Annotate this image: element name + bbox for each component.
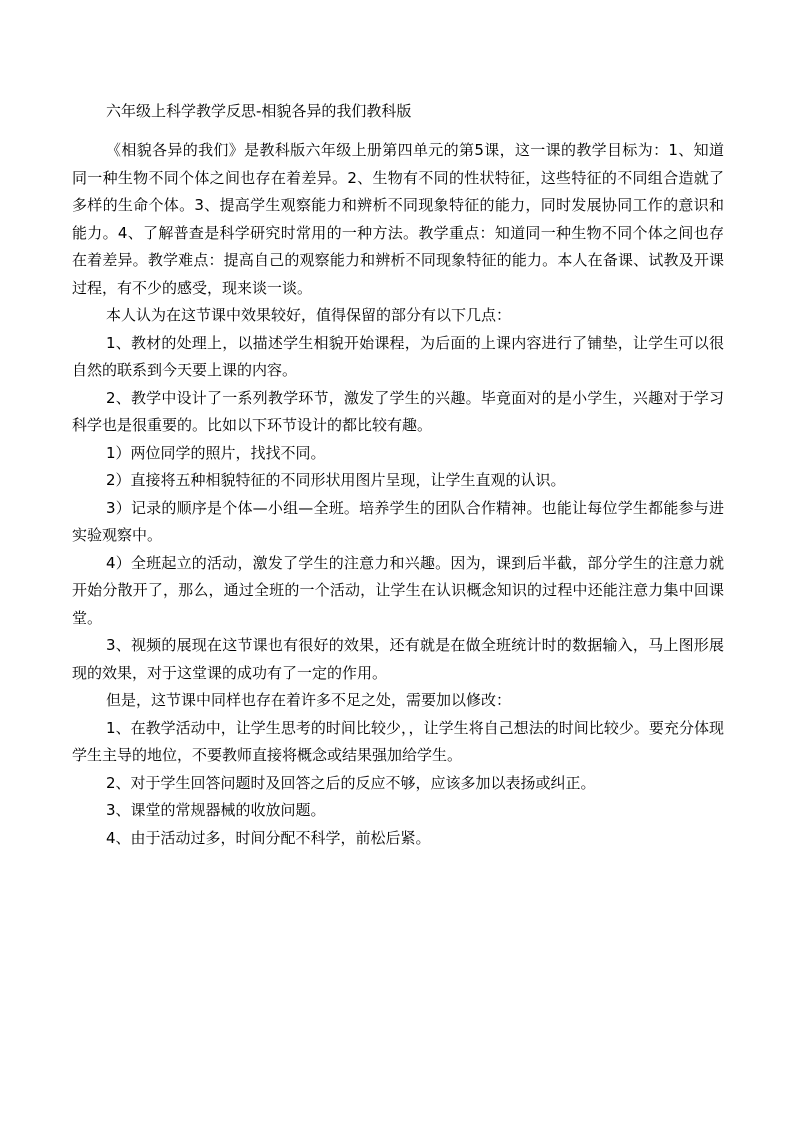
- paragraph-weakness-4: 4、由于活动过多，时间分配不科学，前松后紧。: [106, 828, 431, 847]
- document-title: 六年级上科学教学反思-相貌各异的我们教科版: [106, 102, 412, 120]
- paragraph-weakness-3: 3、课堂的常规器械的收放问题。: [106, 801, 326, 819]
- paragraph-weakness-2: 2、对于学生回答问题时及回答之后的反应不够，应该多加以表扬或纠正。: [106, 773, 596, 792]
- paragraph-weakness-1: 1、在教学活动中，让学生思考的时间比较少，，让学生将自己想法的时间比较少。要充分体现学生主导的地位，不要教师直接将概念或结果强加给学生。: [72, 718, 724, 764]
- paragraph-sub-item-2: 2）直接将五种相貌特征的不同形状用图片呈现，让学生直观的认识。: [106, 471, 566, 489]
- paragraph-sub-item-3: 3）记录的顺序是个体—小组—全班。培养学生的团队合作精神。也能让每位学生都能参与进实验观察中。: [72, 498, 724, 544]
- paragraph-strength-2: 2、教学中设计了一系列教学环节，激发了学生的兴趣。毕竟面对的是小学生，兴趣对于学习科学也是很重要的。比如以下环节设计的都比较有趣。: [72, 388, 724, 434]
- paragraph-strengths-heading: 本人认为在这节课中效果较好，值得保留的部分有以下几点：: [106, 306, 512, 324]
- document-body: [72, 98, 724, 852]
- paragraph-intro: 《相貌各异的我们》是教科版六年级上册第四单元的第5课，这一课的教学目标为：1、知道同一种生物不同个体之间也存在着差异。2、生物有不同的性状特征，这些特征的不同组合造就了多样的生命个体。3、提高学生观察能力和辨析不同现象特征的能力，同时发展协同工作的意识和能力。4、了解普查是科学研究时常用的一种方法。教学重点：知道同一种生物不同个体之间也存在着差异。教学难点：提高自己的观察能力和辨析不同现象特征的能力。本人在备课、试教及开课过程，有不少的感受，现来谈一谈。: [72, 141, 724, 297]
- paragraph-strength-1: 1、教材的处理上，以描述学生相貌开始课程，为后面的上课内容进行了铺垫，让学生可以很自然的联系到今天要上课的内容。: [72, 333, 724, 379]
- paragraph-weaknesses-heading: 但是，这节课中同样也存在着许多不足之处，需要加以修改：: [106, 691, 512, 709]
- paragraph-sub-item-1: 1）两位同学的照片，找找不同。: [106, 443, 326, 462]
- paragraph-strength-3: 3、视频的展现在这节课也有很好的效果，还有就是在做全班统计时的数据输入，马上图形展现的效果，对于这堂课的成功有了一定的作用。: [72, 636, 724, 682]
- paragraph-sub-item-4: 4）全班起立的活动，激发了学生的注意力和兴趣。因为，课到后半截，部分学生的注意力就开始分散开了，那么，通过全班的一个活动，让学生在认识概念知识的过程中还能注意力集中回课堂。: [72, 553, 724, 627]
